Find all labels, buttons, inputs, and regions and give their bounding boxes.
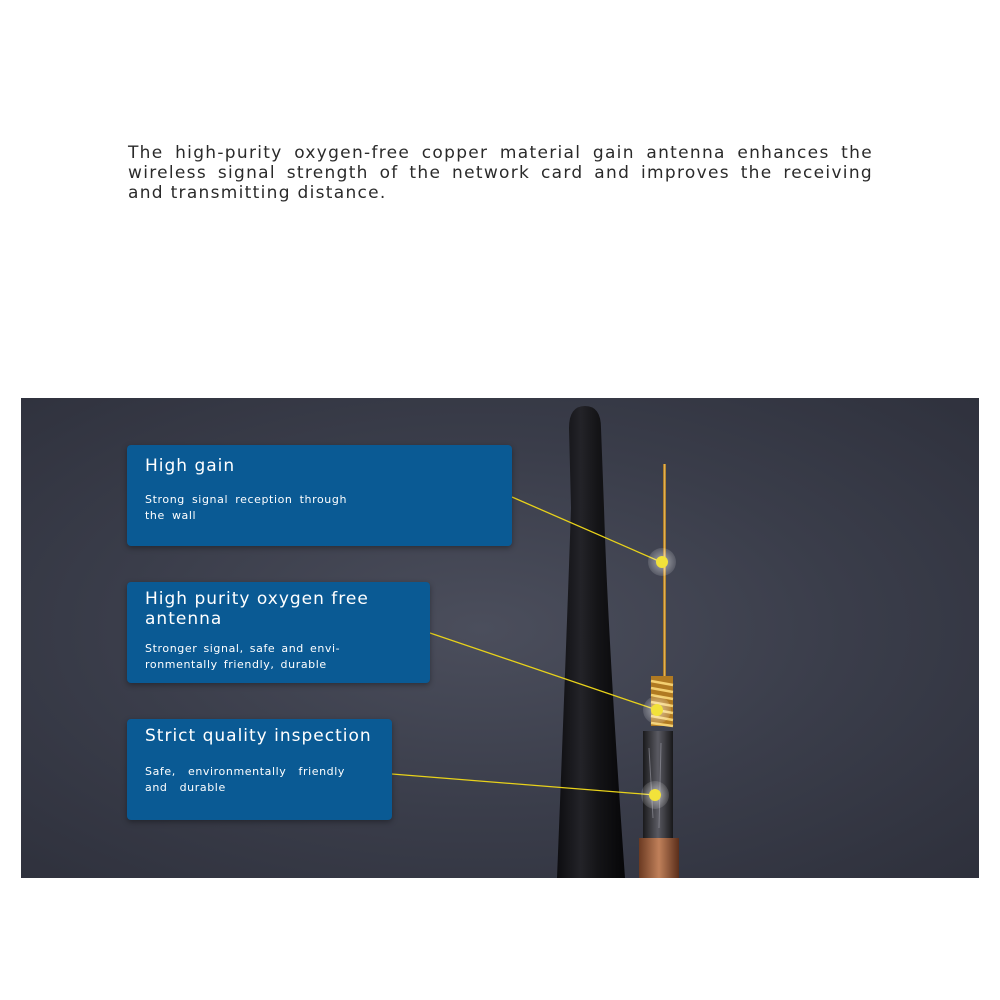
feature-title: High gain xyxy=(145,456,236,476)
marker-quality xyxy=(641,781,669,809)
antenna-sleeve xyxy=(557,406,625,878)
feature-card-high-gain xyxy=(127,445,512,546)
feature-card-quality xyxy=(127,719,392,820)
feature-description: Stronger signal, safe and envi-ronmentally friendly, durable xyxy=(145,642,341,671)
copper-cable-end xyxy=(639,838,679,878)
feature-description: Strong signal reception through the wall xyxy=(145,493,348,522)
feature-title: Strict quality inspection xyxy=(145,726,372,746)
feature-title: High purity oxygen free antenna xyxy=(145,589,369,629)
marker-oxygen-free xyxy=(643,696,671,724)
intro-paragraph: The high-purity oxygen-free copper material gain antenna enhances the wireless signal strength of the network card and improves the receiving and transmitting distance. xyxy=(128,143,873,203)
marker-high-gain xyxy=(648,548,676,576)
callout-line-oxygen-free xyxy=(430,633,657,710)
feature-card-oxygen-free xyxy=(127,582,430,683)
feature-description: Safe, environmentally friendly and durable xyxy=(145,765,346,794)
antenna-feature-panel xyxy=(21,398,979,878)
